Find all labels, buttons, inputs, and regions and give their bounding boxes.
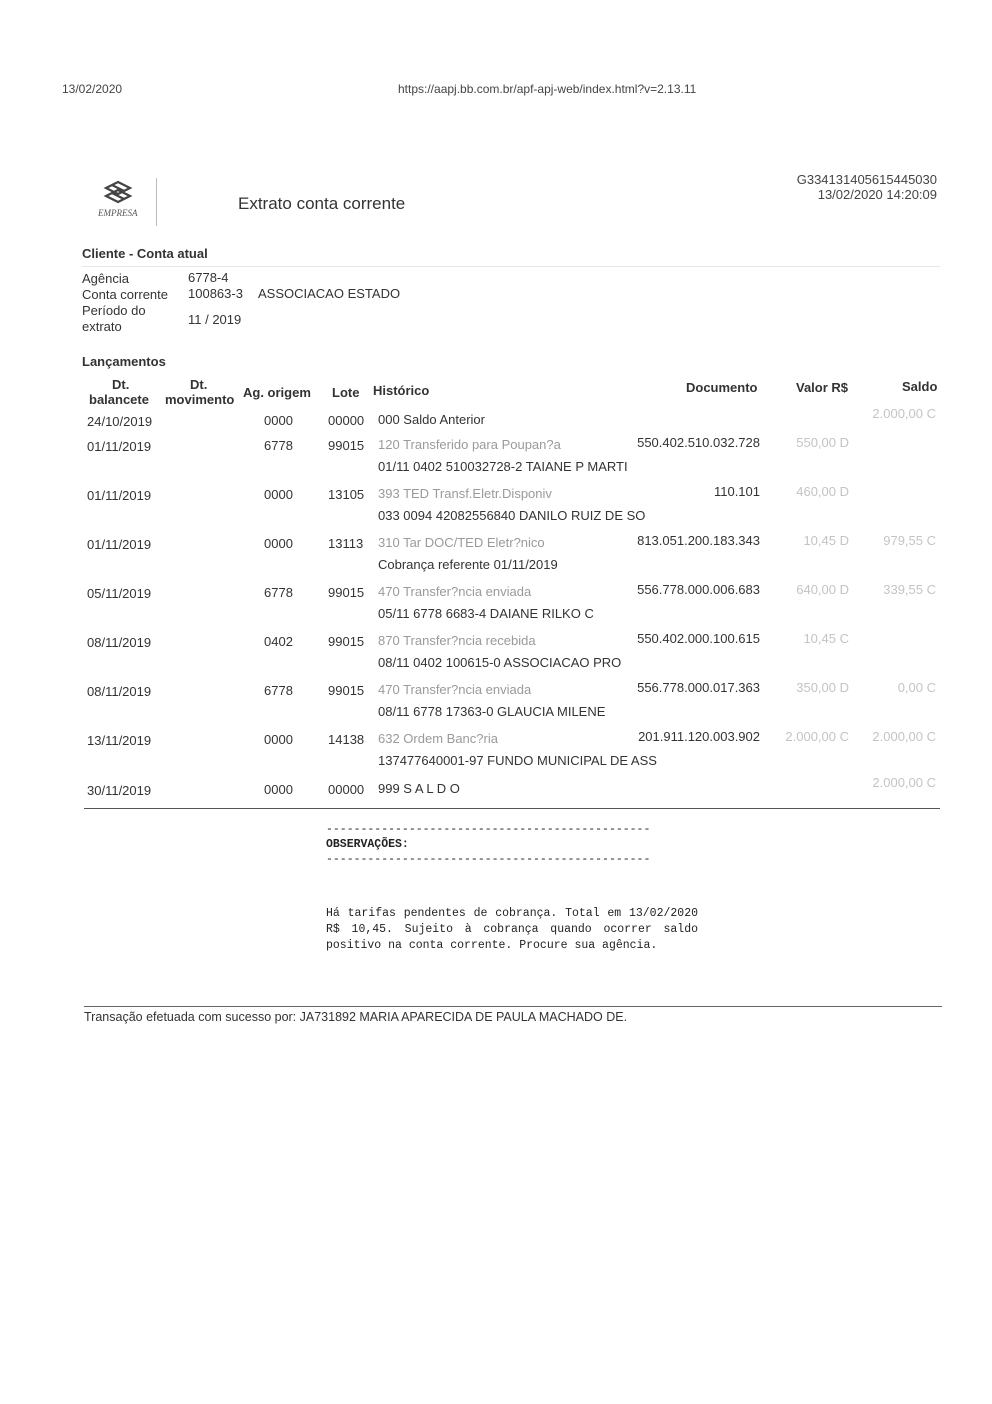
header-ag-origem: Ag. origem <box>243 385 311 400</box>
row-historico: 393 TED Transf.Eletr.Disponiv <box>378 486 552 501</box>
document-id: G334131405615445030 <box>796 172 937 187</box>
row-ag-origem: 0000 <box>264 536 293 551</box>
conta-name: ASSOCIACAO ESTADO <box>258 286 401 301</box>
row-lote: 99015 <box>328 634 365 649</box>
row-valor: 640,00 D <box>796 582 849 597</box>
row-ag-origem: 0000 <box>264 487 293 502</box>
obs-dashes-top: ----------------------------------------------- <box>326 823 651 836</box>
row-historico: 632 Ordem Banc?ria <box>378 731 498 746</box>
row-detail: 08/11 6778 17363-0 GLAUCIA MILENE <box>378 704 606 719</box>
client-section-title: Cliente - Conta atual <box>82 246 208 261</box>
row-ag-origem: 6778 <box>264 683 293 698</box>
logo-text: EMPRESA <box>98 208 138 218</box>
row-ag-origem: 0402 <box>264 634 293 649</box>
header-historico: Histórico <box>373 383 430 398</box>
obs-title: OBSERVAÇÕES: <box>326 838 409 851</box>
row-historico: 470 Transfer?ncia enviada <box>378 682 532 697</box>
conta-label: Conta corrente <box>82 287 168 302</box>
row-historico: 120 Transferido para Poupan?a <box>378 437 561 452</box>
row-date: 08/11/2019 <box>87 684 152 699</box>
row-lote: 13105 <box>328 487 365 502</box>
row-saldo: 2.000,00 C <box>872 729 936 744</box>
agencia-value: 6778-4 <box>188 270 229 285</box>
row-ag-origem: 6778 <box>264 585 293 600</box>
footer-rule <box>84 1006 942 1007</box>
document-datetime: 13/02/2020 14:20:09 <box>817 187 937 202</box>
row-date: 24/10/2019 <box>87 414 153 429</box>
row-valor: 10,45 D <box>803 533 849 548</box>
row-historico: 000 Saldo Anterior <box>378 412 485 427</box>
row-detail: 05/11 6778 6683-4 DAIANE RILKO C <box>378 606 594 621</box>
obs-text: Há tarifas pendentes de cobrança. Total em 13/02/2020 R$ 10,45. Sujeito à cobrança quando ocorrer saldo positivo na conta corrente. Procure sua agência. <box>326 907 698 952</box>
row-saldo: 0,00 C <box>897 680 936 695</box>
row-historico: 870 Transfer?ncia recebida <box>378 633 536 648</box>
page-url[interactable]: https://aapj.bb.com.br/apf-apj-web/index.html?v=2.13.11 <box>398 82 697 96</box>
header-dt-movimento-1: Dt. <box>190 377 208 392</box>
row-lote: 13113 <box>328 536 364 551</box>
row-date: 01/11/2019 <box>87 488 152 503</box>
row-ag-origem: 0000 <box>264 732 293 747</box>
observacoes-block <box>326 822 650 867</box>
row-documento: 110.101 <box>713 484 760 499</box>
row-documento: 550.402.000.100.615 <box>637 631 760 646</box>
row-detail: 08/11 0402 100615-0 ASSOCIACAO PRO <box>378 655 622 670</box>
row-valor: 460,00 D <box>796 484 849 499</box>
row-ag-origem: 6778 <box>264 438 293 453</box>
header-documento: Documento <box>686 380 758 395</box>
row-documento: 550.402.510.032.728 <box>637 435 760 450</box>
row-ag-origem: 0000 <box>264 782 293 797</box>
row-lote: 00000 <box>328 413 365 428</box>
row-lote: 99015 <box>328 585 365 600</box>
table-bottom-rule <box>84 808 940 809</box>
row-lote: 00000 <box>328 782 365 797</box>
header-dt-movimento-2: movimento <box>165 392 235 407</box>
row-valor: 550,00 D <box>796 435 849 450</box>
row-date: 05/11/2019 <box>87 586 152 601</box>
row-detail: 033 0094 42082556840 DANILO RUIZ DE SO <box>378 508 646 523</box>
row-date: 01/11/2019 <box>87 439 152 454</box>
periodo-value: 11 / 2019 <box>188 312 242 327</box>
header-valor: Valor R$ <box>796 380 849 395</box>
footer-text: Transação efetuada com sucesso por: JA731892 MARIA APARECIDA DE PAULA MACHADO DE. <box>84 1010 628 1024</box>
row-detail: Cobrança referente 01/11/2019 <box>378 557 558 572</box>
row-lote: 14138 <box>328 732 365 747</box>
row-date: 13/11/2019 <box>87 733 152 748</box>
row-ag-origem: 0000 <box>264 413 293 428</box>
row-valor: 2.000,00 C <box>785 729 849 744</box>
row-saldo: 2.000,00 C <box>872 775 936 790</box>
header-saldo: Saldo <box>902 379 938 394</box>
obs-dashes-bottom: ----------------------------------------------- <box>326 853 651 866</box>
row-date: 01/11/2019 <box>87 537 152 552</box>
agencia-label: Agência <box>82 271 129 286</box>
row-saldo: 2.000,00 C <box>872 406 936 421</box>
row-documento: 556.778.000.006.683 <box>637 582 760 597</box>
row-documento: 201.911.120.003.902 <box>638 729 760 744</box>
row-historico: 999 S A L D O <box>378 781 460 796</box>
row-valor: 10,45 C <box>803 631 849 646</box>
lancamentos-section-title: Lançamentos <box>82 354 166 369</box>
row-detail: 137477640001-97 FUNDO MUNICIPAL DE ASS <box>378 753 657 768</box>
row-saldo: 339,55 C <box>883 582 936 597</box>
bank-logo <box>84 178 157 226</box>
row-documento: 556.778.000.017.363 <box>637 680 760 695</box>
row-documento: 813.051.200.183.343 <box>637 533 760 548</box>
row-saldo: 979,55 C <box>883 533 936 548</box>
header-dt-balancete-2: balancete <box>89 392 149 407</box>
print-date: 13/02/2020 <box>62 82 123 96</box>
document-title: Extrato conta corrente <box>238 194 406 213</box>
document-id-block <box>797 172 937 202</box>
row-historico: 310 Tar DOC/TED Eletr?nico <box>378 535 545 550</box>
row-detail: 01/11 0402 510032728-2 TAIANE P MARTI <box>378 459 628 474</box>
header-dt-balancete-1: Dt. <box>112 377 130 392</box>
row-valor: 350,00 D <box>796 680 849 695</box>
bb-logo-icon <box>98 180 138 208</box>
row-date: 30/11/2019 <box>87 783 152 798</box>
header-lote: Lote <box>332 385 360 400</box>
conta-value: 100863-3 <box>188 286 243 301</box>
row-lote: 99015 <box>328 438 365 453</box>
client-divider <box>82 266 940 267</box>
row-lote: 99015 <box>328 683 365 698</box>
row-date: 08/11/2019 <box>87 635 152 650</box>
row-historico: 470 Transfer?ncia enviada <box>378 584 532 599</box>
periodo-label-line1: Período do <box>82 303 146 318</box>
periodo-label-line2: extrato <box>82 319 122 334</box>
